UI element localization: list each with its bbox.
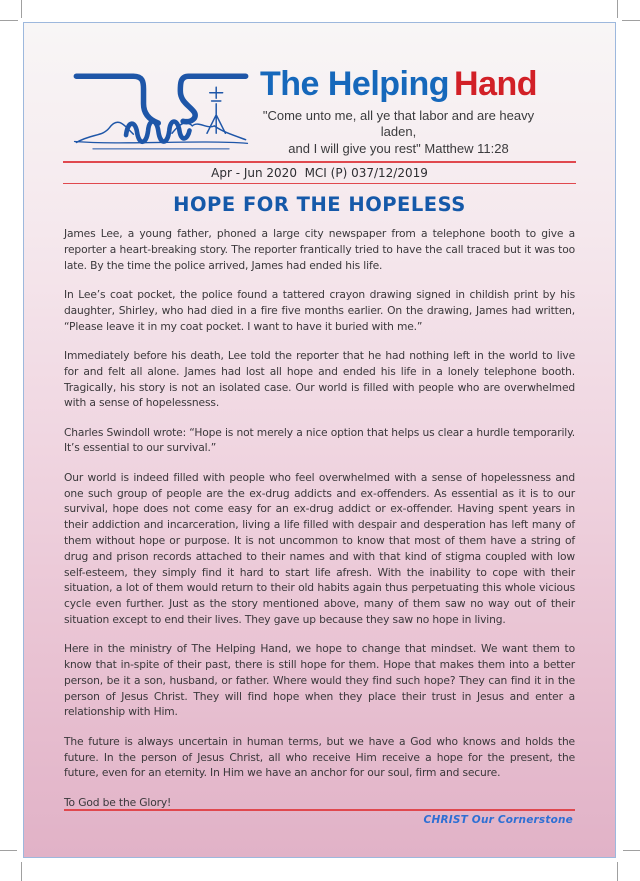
paragraph: Charles Swindoll wrote: “Hope is not merely a nice option that helps us clear a hurdle temporarily. It’s essential to our survival.” [64, 425, 575, 455]
newsletter-title [254, 67, 543, 101]
crop-mark [21, 0, 22, 18]
crop-mark [21, 862, 22, 881]
paragraph: The future is always uncertain in human terms, but we have a God who knows and holds the future. In the person of Jesus Christ, all who receive Him receive a hope for the present, the future, even for an eternity. In Him we have an anchor for our soul, firm and secure. [64, 734, 575, 780]
crop-mark [617, 862, 618, 881]
issue-line: Apr - Jun 2020 MCI (P) 037/12/2019 [211, 165, 428, 180]
verse-line-2: and I will give you rest" Matthew 11:28 [288, 140, 509, 156]
article-body [24, 226, 615, 810]
paragraph: In Lee’s coat pocket, the police found a tattered crayon drawing signed in childish print by his daughter, Shirley, who had died in a fire five months earlier. On the drawing, James had written, “Please leave it in my coat pocket. I want to have it buried with me.” [64, 288, 575, 333]
crop-mark [617, 0, 618, 18]
paragraph: James Lee, a young father, phoned a large city newspaper from a telephone booth to give a reporter a heart-breaking story. The reporter frantically tried to have the call traced but it was too late. By the time the police arrived, James had ended his life. [64, 227, 575, 272]
crop-mark [622, 20, 640, 21]
newsletter-page [23, 22, 616, 858]
footer-tagline: CHRIST Our Cornerstone [423, 813, 573, 826]
crop-mark [623, 850, 640, 851]
paragraph: Our world is indeed filled with people who feel overwhelmed with a sense of hopelessness and one such group of people are the ex-drug addicts and ex-offenders. As essential as it is to our survival, hope does not come easy for an ex-drug addict or ex-offender. Having spent years in their addiction and incarceration, living a life filled with despair and desperation has left many of them without hope or purpose. It is not uncommon to know that most of them have a string of drug and prison records attached to their names and with that kind of stigma coupled with low self-esteem, they simply find it hard to start life afresh. With the inability to cope with their situation, a lot of them would return to their old habits again thus perpetuating this whole vicious cycle even further. Just as the story mentioned above, many of them saw no way out of their situation except to end their lives. They gave up because they saw no hope in living. [64, 470, 575, 626]
masthead-verse [254, 108, 543, 157]
crop-mark [0, 850, 17, 851]
title-part-red: Hand [454, 65, 538, 103]
masthead [24, 23, 615, 159]
verse-line-1: "Come unto me, all ye that labor and are heavy laden, [262, 108, 535, 140]
paragraph: Immediately before his death, Lee told the reporter that he had nothing left in the world to live for and felt all alone. James had lost all hope and ended his life in a lonely telephone booth. Tragically, his story is not an isolated case. Our world is filled with people who are overwhelmed with a sense of hopelessness. [64, 348, 575, 410]
article-title: HOPE FOR THE HOPELESS [173, 193, 466, 217]
masthead-text [254, 67, 595, 157]
page-footer [24, 809, 615, 857]
crop-mark [0, 20, 18, 21]
title-part-blue: The Helping [259, 65, 450, 103]
closing-line: To God be the Glory! [64, 795, 172, 809]
red-rule-bottom [63, 183, 576, 185]
paragraph: Here in the ministry of The Helping Hand, we hope to change that mindset. We want them to know that in-spite of their past, there is still hope for them. Hope that makes them into a better person, be it a son, husband, or father. Where would they find such hope? They can find it in the person of Jesus Christ. They will find hope when they place their trust in Jesus and enter a relationship with Him. [64, 642, 575, 719]
helping-hands-logo-icon [68, 67, 254, 159]
